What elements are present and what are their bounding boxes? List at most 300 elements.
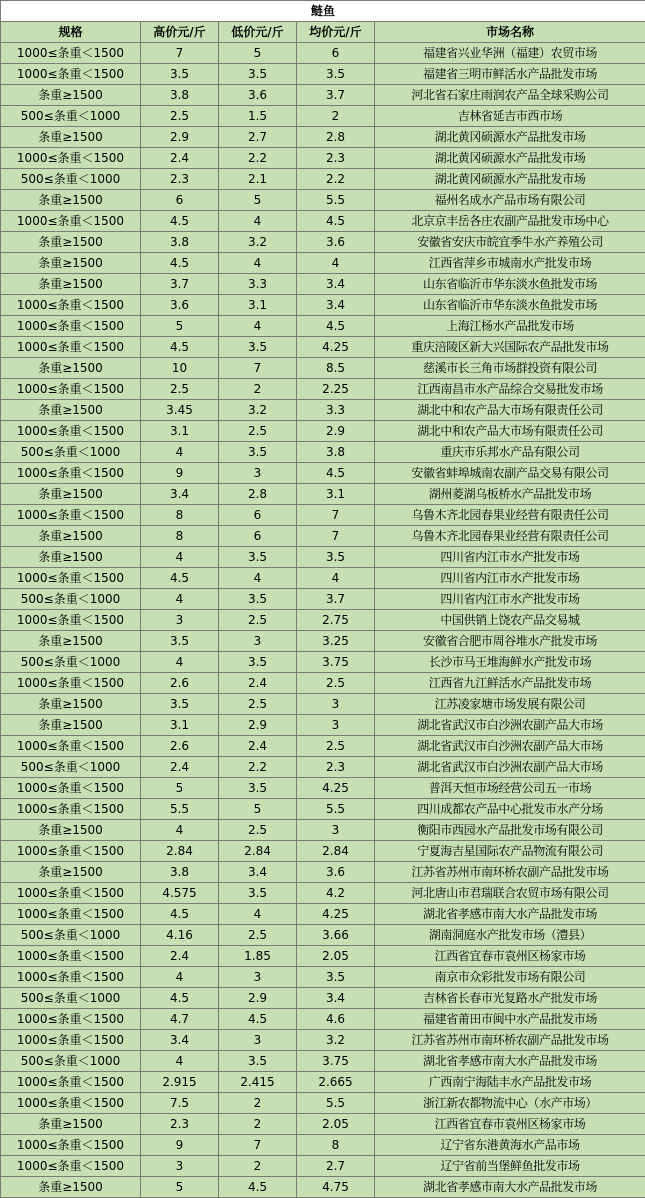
cell-avg-price: 3.7	[297, 589, 375, 610]
table-title: 鲢鱼	[1, 1, 645, 22]
cell-high-price: 2.5	[141, 379, 219, 400]
cell-market-name: 衡阳市西园水产品批发市场有限公司	[375, 820, 645, 841]
cell-low-price: 3	[219, 1030, 297, 1051]
cell-avg-price: 4	[297, 253, 375, 274]
table-row	[1, 442, 645, 463]
table-row	[1, 1156, 645, 1177]
cell-avg-price: 2.2	[297, 169, 375, 190]
cell-market-name: 北京京丰岳各庄农副产品批发市场中心	[375, 211, 645, 232]
cell-spec: 500≤条重＜1000	[1, 988, 141, 1009]
cell-spec: 500≤条重＜1000	[1, 652, 141, 673]
cell-spec: 条重≥1500	[1, 862, 141, 883]
cell-avg-price: 4.5	[297, 316, 375, 337]
cell-avg-price: 3.4	[297, 988, 375, 1009]
cell-low-price: 1.85	[219, 946, 297, 967]
cell-avg-price: 2.5	[297, 736, 375, 757]
table-row	[1, 1030, 645, 1051]
cell-avg-price: 4.25	[297, 778, 375, 799]
cell-market-name: 四川成都农产品中心批发市水产分场	[375, 799, 645, 820]
cell-low-price: 4.5	[219, 1177, 297, 1198]
cell-high-price: 3	[141, 610, 219, 631]
cell-high-price: 2.6	[141, 736, 219, 757]
cell-spec: 1000≤条重＜1500	[1, 64, 141, 85]
cell-high-price: 9	[141, 1135, 219, 1156]
cell-avg-price: 8.5	[297, 358, 375, 379]
header-avg-price: 均价元/斤	[297, 22, 375, 43]
cell-low-price: 3.4	[219, 862, 297, 883]
cell-spec: 1000≤条重＜1500	[1, 1135, 141, 1156]
cell-high-price: 4.5	[141, 988, 219, 1009]
cell-high-price: 4	[141, 1051, 219, 1072]
cell-spec: 条重≥1500	[1, 1114, 141, 1135]
cell-market-name: 长沙市马王堆海鲜水产批发市场	[375, 652, 645, 673]
cell-low-price: 3.5	[219, 64, 297, 85]
cell-high-price: 3.5	[141, 631, 219, 652]
cell-low-price: 4	[219, 211, 297, 232]
cell-market-name: 福建省三明市鲜活水产品批发市场	[375, 64, 645, 85]
cell-avg-price: 3.4	[297, 274, 375, 295]
table-row	[1, 274, 645, 295]
cell-spec: 条重≥1500	[1, 1177, 141, 1198]
cell-market-name: 湖北省孝感市南大水产品批发市场	[375, 1177, 645, 1198]
table-row	[1, 295, 645, 316]
cell-spec: 500≤条重＜1000	[1, 925, 141, 946]
cell-avg-price: 7	[297, 505, 375, 526]
cell-market-name: 安徽省安庆市皖宜季牛水产养殖公司	[375, 232, 645, 253]
cell-low-price: 3.5	[219, 1051, 297, 1072]
cell-high-price: 2.84	[141, 841, 219, 862]
cell-market-name: 辽宁省东港黄海水产品市场	[375, 1135, 645, 1156]
cell-spec: 500≤条重＜1000	[1, 757, 141, 778]
cell-market-name: 乌鲁木齐北园春果业经营有限责任公司	[375, 505, 645, 526]
cell-high-price: 2.3	[141, 169, 219, 190]
cell-spec: 条重≥1500	[1, 715, 141, 736]
header-row	[1, 22, 645, 43]
cell-spec: 1000≤条重＜1500	[1, 379, 141, 400]
cell-high-price: 2.5	[141, 106, 219, 127]
cell-high-price: 8	[141, 505, 219, 526]
cell-market-name: 湖州菱湖乌板桥水产品批发市场	[375, 484, 645, 505]
cell-spec: 1000≤条重＜1500	[1, 568, 141, 589]
cell-low-price: 3.1	[219, 295, 297, 316]
cell-high-price: 4.575	[141, 883, 219, 904]
cell-market-name: 山东省临沂市华东淡水鱼批发市场	[375, 274, 645, 295]
table-row	[1, 757, 645, 778]
cell-spec: 1000≤条重＜1500	[1, 736, 141, 757]
cell-market-name: 河北省石家庄雨润农产品全球采购公司	[375, 85, 645, 106]
table-row	[1, 463, 645, 484]
cell-high-price: 3.5	[141, 64, 219, 85]
cell-market-name: 南京市众彩批发市场有限公司	[375, 967, 645, 988]
cell-market-name: 辽宁省前当堡鲜鱼批发市场	[375, 1156, 645, 1177]
cell-avg-price: 5.5	[297, 190, 375, 211]
cell-low-price: 2	[219, 379, 297, 400]
cell-spec: 1000≤条重＜1500	[1, 946, 141, 967]
cell-market-name: 四川省内江市水产批发市场	[375, 589, 645, 610]
cell-market-name: 江苏省苏州市南环桥农副产品批发市场	[375, 862, 645, 883]
cell-high-price: 4.5	[141, 904, 219, 925]
cell-avg-price: 3.8	[297, 442, 375, 463]
cell-spec: 1000≤条重＜1500	[1, 1072, 141, 1093]
cell-high-price: 7.5	[141, 1093, 219, 1114]
cell-spec: 1000≤条重＜1500	[1, 1030, 141, 1051]
table-row	[1, 526, 645, 547]
cell-spec: 500≤条重＜1000	[1, 1051, 141, 1072]
cell-low-price: 3	[219, 631, 297, 652]
cell-low-price: 2.415	[219, 1072, 297, 1093]
cell-high-price: 2.915	[141, 1072, 219, 1093]
cell-spec: 1000≤条重＜1500	[1, 904, 141, 925]
cell-spec: 条重≥1500	[1, 232, 141, 253]
table-row	[1, 1072, 645, 1093]
cell-avg-price: 3.75	[297, 652, 375, 673]
cell-avg-price: 3.7	[297, 85, 375, 106]
cell-avg-price: 2.05	[297, 946, 375, 967]
cell-low-price: 2.5	[219, 610, 297, 631]
cell-spec: 1000≤条重＜1500	[1, 799, 141, 820]
cell-spec: 条重≥1500	[1, 400, 141, 421]
cell-avg-price: 2.3	[297, 757, 375, 778]
table-body	[1, 43, 645, 1198]
table-row	[1, 967, 645, 988]
cell-high-price: 4	[141, 967, 219, 988]
cell-low-price: 4	[219, 316, 297, 337]
cell-high-price: 4.5	[141, 568, 219, 589]
cell-market-name: 吉林省长春市光复路水产批发市场	[375, 988, 645, 1009]
cell-avg-price: 4.2	[297, 883, 375, 904]
cell-avg-price: 3.25	[297, 631, 375, 652]
table-row	[1, 652, 645, 673]
cell-spec: 条重≥1500	[1, 547, 141, 568]
cell-high-price: 6	[141, 190, 219, 211]
cell-spec: 1000≤条重＜1500	[1, 148, 141, 169]
cell-market-name: 宁夏海吉星国际农产品物流有限公司	[375, 841, 645, 862]
cell-spec: 条重≥1500	[1, 274, 141, 295]
cell-avg-price: 2.5	[297, 673, 375, 694]
title-row	[1, 1, 645, 22]
cell-high-price: 4	[141, 589, 219, 610]
cell-low-price: 3.3	[219, 274, 297, 295]
cell-avg-price: 4.6	[297, 1009, 375, 1030]
cell-spec: 条重≥1500	[1, 694, 141, 715]
cell-market-name: 湖北黄冈硕源水产品批发市场	[375, 148, 645, 169]
table-row	[1, 799, 645, 820]
table-row	[1, 862, 645, 883]
cell-high-price: 3	[141, 1156, 219, 1177]
cell-high-price: 3.7	[141, 274, 219, 295]
cell-spec: 500≤条重＜1000	[1, 169, 141, 190]
cell-market-name: 吉林省延吉市西市场	[375, 106, 645, 127]
cell-market-name: 江西省宜春市袁州区杨家市场	[375, 946, 645, 967]
cell-market-name: 乌鲁木齐北园春果业经营有限责任公司	[375, 526, 645, 547]
table-row	[1, 883, 645, 904]
table-row	[1, 988, 645, 1009]
cell-avg-price: 4.5	[297, 463, 375, 484]
cell-low-price: 3.5	[219, 547, 297, 568]
cell-avg-price: 3.5	[297, 967, 375, 988]
cell-market-name: 江西省九江鲜活水产品批发市场	[375, 673, 645, 694]
cell-high-price: 4.5	[141, 337, 219, 358]
table-row	[1, 190, 645, 211]
table-row	[1, 1135, 645, 1156]
cell-avg-price: 4.25	[297, 337, 375, 358]
cell-high-price: 3.1	[141, 715, 219, 736]
cell-avg-price: 2.05	[297, 1114, 375, 1135]
header-high-price: 高价元/斤	[141, 22, 219, 43]
cell-market-name: 湖南洞庭水产批发市场（澧县）	[375, 925, 645, 946]
cell-avg-price: 2.9	[297, 421, 375, 442]
table-row	[1, 1009, 645, 1030]
cell-avg-price: 4.25	[297, 904, 375, 925]
cell-low-price: 2.9	[219, 715, 297, 736]
cell-low-price: 4	[219, 568, 297, 589]
cell-market-name: 四川省内江市水产批发市场	[375, 547, 645, 568]
cell-avg-price: 2.665	[297, 1072, 375, 1093]
cell-low-price: 4	[219, 253, 297, 274]
cell-high-price: 3.4	[141, 484, 219, 505]
table-row	[1, 568, 645, 589]
table-row	[1, 64, 645, 85]
table-row	[1, 127, 645, 148]
cell-spec: 条重≥1500	[1, 127, 141, 148]
cell-high-price: 2.9	[141, 127, 219, 148]
table-row	[1, 148, 645, 169]
cell-avg-price: 3.3	[297, 400, 375, 421]
cell-spec: 1000≤条重＜1500	[1, 316, 141, 337]
cell-market-name: 湖北省孝感市南大水产品批发市场	[375, 1051, 645, 1072]
table-row	[1, 1114, 645, 1135]
table-row	[1, 253, 645, 274]
table-row	[1, 106, 645, 127]
cell-market-name: 湖北省孝感市南大水产品批发市场	[375, 904, 645, 925]
table-row	[1, 505, 645, 526]
cell-spec: 500≤条重＜1000	[1, 106, 141, 127]
cell-high-price: 5.5	[141, 799, 219, 820]
cell-market-name: 福建省兴业华洲（福建）农贸市场	[375, 43, 645, 64]
cell-market-name: 浙江新农都物流中心（水产市场）	[375, 1093, 645, 1114]
cell-market-name: 湖北省武汉市白沙洲农副产品大市场	[375, 757, 645, 778]
cell-low-price: 3.5	[219, 652, 297, 673]
table-row	[1, 379, 645, 400]
cell-market-name: 中国供销上饶农产品交易城	[375, 610, 645, 631]
cell-high-price: 4.16	[141, 925, 219, 946]
cell-low-price: 3.6	[219, 85, 297, 106]
cell-low-price: 3.5	[219, 442, 297, 463]
cell-low-price: 6	[219, 505, 297, 526]
cell-market-name: 湖北中和农产品大市场有限责任公司	[375, 400, 645, 421]
cell-market-name: 福州名成水产品市场有限公司	[375, 190, 645, 211]
cell-high-price: 3.6	[141, 295, 219, 316]
cell-spec: 1000≤条重＜1500	[1, 295, 141, 316]
cell-low-price: 3.5	[219, 778, 297, 799]
table-row	[1, 673, 645, 694]
cell-spec: 1000≤条重＜1500	[1, 463, 141, 484]
cell-avg-price: 4.75	[297, 1177, 375, 1198]
cell-avg-price: 6	[297, 43, 375, 64]
cell-high-price: 2.6	[141, 673, 219, 694]
table-row	[1, 778, 645, 799]
cell-avg-price: 2.75	[297, 610, 375, 631]
cell-spec: 条重≥1500	[1, 820, 141, 841]
cell-low-price: 2.7	[219, 127, 297, 148]
cell-high-price: 4	[141, 652, 219, 673]
cell-spec: 1000≤条重＜1500	[1, 841, 141, 862]
cell-avg-price: 2.7	[297, 1156, 375, 1177]
cell-spec: 1000≤条重＜1500	[1, 43, 141, 64]
cell-avg-price: 4	[297, 568, 375, 589]
cell-high-price: 4	[141, 547, 219, 568]
cell-high-price: 4	[141, 442, 219, 463]
cell-spec: 条重≥1500	[1, 85, 141, 106]
cell-market-name: 江西南昌市水产品综合交易批发市场	[375, 379, 645, 400]
cell-high-price: 5	[141, 778, 219, 799]
table-row	[1, 43, 645, 64]
cell-market-name: 江苏省苏州市南环桥农副产品批发市场	[375, 1030, 645, 1051]
cell-spec: 1000≤条重＜1500	[1, 421, 141, 442]
cell-avg-price: 2	[297, 106, 375, 127]
cell-low-price: 2	[219, 1114, 297, 1135]
cell-high-price: 5	[141, 1177, 219, 1198]
cell-avg-price: 5.5	[297, 1093, 375, 1114]
table-row	[1, 1177, 645, 1198]
cell-high-price: 3.4	[141, 1030, 219, 1051]
cell-low-price: 2.2	[219, 148, 297, 169]
cell-avg-price: 3	[297, 820, 375, 841]
cell-high-price: 7	[141, 43, 219, 64]
cell-high-price: 9	[141, 463, 219, 484]
cell-high-price: 2.4	[141, 757, 219, 778]
cell-low-price: 2.4	[219, 736, 297, 757]
cell-low-price: 3.2	[219, 400, 297, 421]
cell-market-name: 湖北省武汉市白沙洲农副产品大市场	[375, 715, 645, 736]
cell-high-price: 5	[141, 316, 219, 337]
cell-spec: 条重≥1500	[1, 190, 141, 211]
cell-avg-price: 3.5	[297, 547, 375, 568]
table-row	[1, 169, 645, 190]
cell-high-price: 3.5	[141, 694, 219, 715]
cell-spec: 500≤条重＜1000	[1, 442, 141, 463]
cell-spec: 1000≤条重＜1500	[1, 505, 141, 526]
cell-spec: 条重≥1500	[1, 358, 141, 379]
cell-high-price: 4.7	[141, 1009, 219, 1030]
table-row	[1, 1093, 645, 1114]
cell-high-price: 2.4	[141, 946, 219, 967]
cell-avg-price: 2.3	[297, 148, 375, 169]
table-row	[1, 547, 645, 568]
cell-low-price: 5	[219, 43, 297, 64]
cell-market-name: 湖北黄冈硕源水产品批发市场	[375, 169, 645, 190]
cell-low-price: 3	[219, 967, 297, 988]
cell-avg-price: 3.6	[297, 862, 375, 883]
cell-avg-price: 2.8	[297, 127, 375, 148]
cell-avg-price: 3.5	[297, 64, 375, 85]
cell-market-name: 慈溪市长三角市场群投资有限公司	[375, 358, 645, 379]
cell-low-price: 2.5	[219, 694, 297, 715]
cell-low-price: 2.5	[219, 421, 297, 442]
cell-low-price: 2.8	[219, 484, 297, 505]
cell-high-price: 3.8	[141, 232, 219, 253]
cell-high-price: 3.8	[141, 85, 219, 106]
cell-spec: 1000≤条重＜1500	[1, 1009, 141, 1030]
table-row	[1, 736, 645, 757]
cell-high-price: 3.1	[141, 421, 219, 442]
table-row	[1, 358, 645, 379]
cell-market-name: 湖北黄冈硕源水产品批发市场	[375, 127, 645, 148]
cell-low-price: 7	[219, 358, 297, 379]
cell-avg-price: 3	[297, 694, 375, 715]
header-market-name: 市场名称	[375, 22, 645, 43]
table-row	[1, 589, 645, 610]
cell-market-name: 四川省内江市水产批发市场	[375, 568, 645, 589]
table-row	[1, 316, 645, 337]
cell-low-price: 2.9	[219, 988, 297, 1009]
cell-high-price: 3.45	[141, 400, 219, 421]
table-row	[1, 610, 645, 631]
cell-market-name: 江西省萍乡市城南水产批发市场	[375, 253, 645, 274]
cell-low-price: 2.4	[219, 673, 297, 694]
cell-spec: 1000≤条重＜1500	[1, 778, 141, 799]
table-row	[1, 1051, 645, 1072]
cell-high-price: 4.5	[141, 253, 219, 274]
cell-low-price: 2.1	[219, 169, 297, 190]
cell-high-price: 4.5	[141, 211, 219, 232]
cell-spec: 1000≤条重＜1500	[1, 967, 141, 988]
cell-spec: 1000≤条重＜1500	[1, 883, 141, 904]
cell-low-price: 2	[219, 1093, 297, 1114]
cell-avg-price: 3.2	[297, 1030, 375, 1051]
table-row	[1, 925, 645, 946]
cell-market-name: 河北唐山市君瑞联合农贸市场有限公司	[375, 883, 645, 904]
cell-market-name: 广西南宁海陆丰水产品批发市场	[375, 1072, 645, 1093]
cell-spec: 1000≤条重＜1500	[1, 610, 141, 631]
cell-market-name: 普洱天恒市场经营公司五一市场	[375, 778, 645, 799]
header-low-price: 低价元/斤	[219, 22, 297, 43]
cell-avg-price: 5.5	[297, 799, 375, 820]
cell-low-price: 3.5	[219, 589, 297, 610]
cell-avg-price: 7	[297, 526, 375, 547]
table-row	[1, 85, 645, 106]
cell-high-price: 8	[141, 526, 219, 547]
cell-high-price: 3.8	[141, 862, 219, 883]
table-row	[1, 946, 645, 967]
cell-avg-price: 3.6	[297, 232, 375, 253]
cell-low-price: 2.84	[219, 841, 297, 862]
cell-market-name: 安徽省合肥市周谷堆水产批发市场	[375, 631, 645, 652]
cell-avg-price: 3.1	[297, 484, 375, 505]
cell-high-price: 2.3	[141, 1114, 219, 1135]
cell-spec: 条重≥1500	[1, 253, 141, 274]
table-row	[1, 631, 645, 652]
table-row	[1, 232, 645, 253]
cell-market-name: 江苏凌家塘市场发展有限公司	[375, 694, 645, 715]
table-row	[1, 820, 645, 841]
cell-avg-price: 2.84	[297, 841, 375, 862]
cell-spec: 1000≤条重＜1500	[1, 1156, 141, 1177]
cell-market-name: 安徽省蚌埠城南农副产品交易有限公司	[375, 463, 645, 484]
cell-market-name: 湖北中和农产品大市场有限责任公司	[375, 421, 645, 442]
cell-spec: 条重≥1500	[1, 484, 141, 505]
cell-market-name: 重庆市乐邦水产品有限公司	[375, 442, 645, 463]
cell-high-price: 4	[141, 820, 219, 841]
table-row	[1, 841, 645, 862]
cell-spec: 1000≤条重＜1500	[1, 1093, 141, 1114]
cell-low-price: 2.2	[219, 757, 297, 778]
cell-avg-price: 3	[297, 715, 375, 736]
cell-low-price: 7	[219, 1135, 297, 1156]
cell-market-name: 江西省宜春市袁州区杨家市场	[375, 1114, 645, 1135]
cell-low-price: 6	[219, 526, 297, 547]
cell-spec: 1000≤条重＜1500	[1, 211, 141, 232]
